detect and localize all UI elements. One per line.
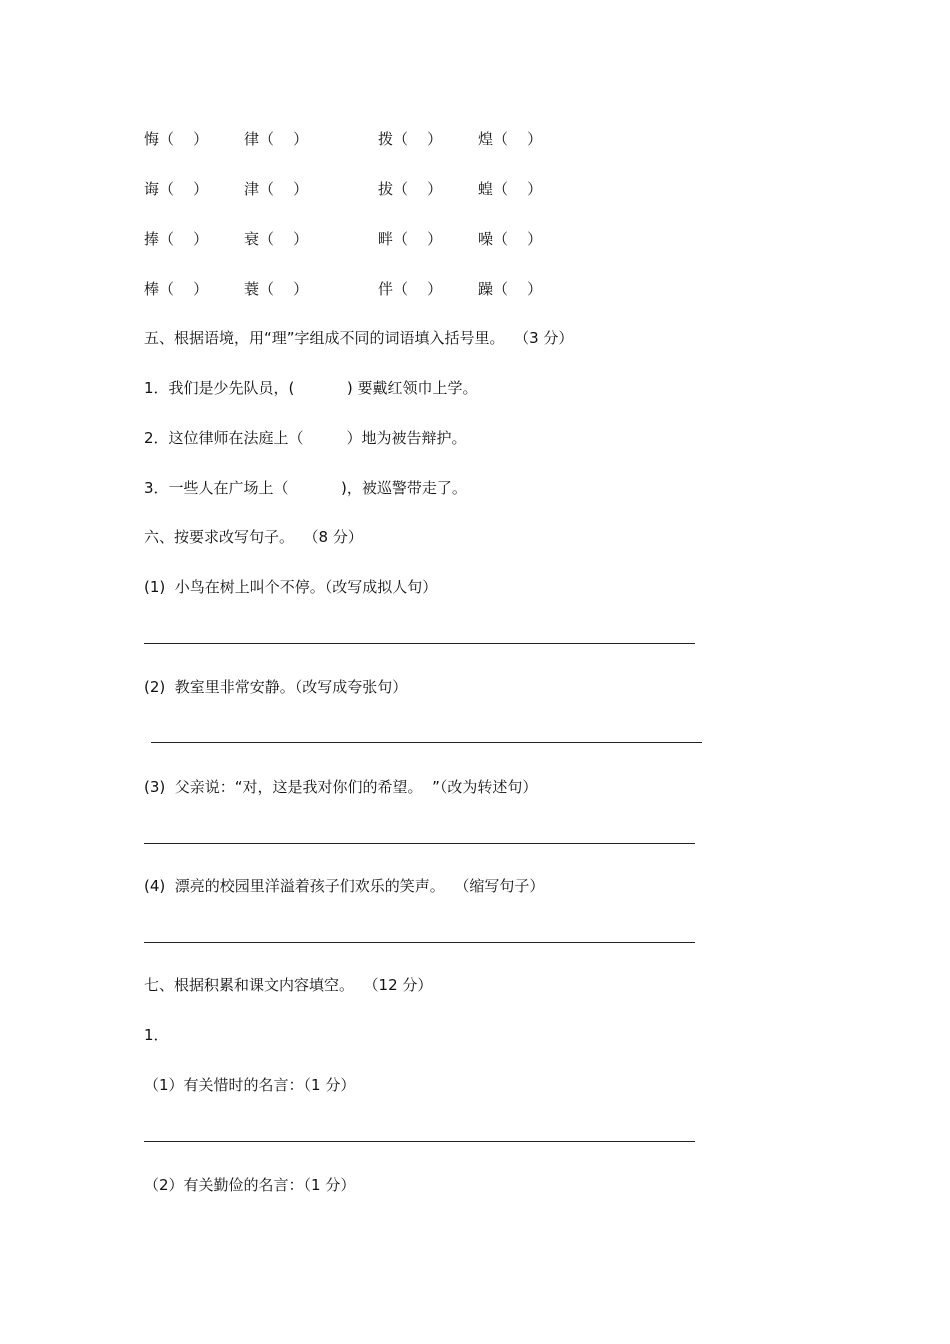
char-cell: 诲（ ） — [144, 180, 209, 198]
section7-item: （2）有关勤俭的名言：（1 分） — [144, 1176, 356, 1194]
answer-line[interactable] — [144, 643, 695, 644]
char-cell: 棒（ ） — [144, 280, 209, 298]
section6-item: (3) 父亲说：“对，这是我对你们的希望。 ”（改为转述句） — [144, 778, 538, 796]
section6-item: (4) 漂亮的校园里洋溢着孩子们欢乐的笑声。 （缩写句子） — [144, 877, 545, 895]
section6-heading: 六、按要求改写句子。 （8 分） — [144, 528, 363, 546]
char-cell: 捧（ ） — [144, 230, 209, 248]
answer-line[interactable] — [151, 742, 702, 743]
answer-line[interactable] — [144, 1141, 695, 1142]
section7-subnumber: 1． — [144, 1026, 169, 1044]
char-cell: 煌（ ） — [478, 130, 543, 148]
char-cell: 衰（ ） — [244, 230, 309, 248]
char-cell: 拨（ ） — [378, 130, 443, 148]
char-cell: 躁（ ） — [478, 280, 543, 298]
answer-line[interactable] — [144, 942, 695, 943]
char-cell: 畔（ ） — [378, 230, 443, 248]
char-cell: 律（ ） — [244, 130, 309, 148]
char-cell: 津（ ） — [244, 180, 309, 198]
section7-item: （1）有关惜时的名言：（1 分） — [144, 1076, 356, 1094]
answer-line[interactable] — [144, 843, 695, 844]
char-cell: 悔（ ） — [144, 130, 209, 148]
section5-heading: 五、根据语境，用“理”字组成不同的词语填入括号里。 （3 分） — [144, 329, 574, 347]
char-cell: 蓑（ ） — [244, 280, 309, 298]
char-cell: 拔（ ） — [378, 180, 443, 198]
section6-item: (2) 教室里非常安静。（改写成夸张句） — [144, 678, 408, 696]
section5-item: 1．我们是少先队员，( ) 要戴红领巾上学。 — [144, 379, 478, 397]
char-cell: 伴（ ） — [378, 280, 443, 298]
section5-item: 2．这位律师在法庭上（ ）地为被告辩护。 — [144, 429, 467, 447]
section5-item: 3．一些人在广场上（ )，被巡警带走了。 — [144, 479, 467, 497]
section7-heading: 七、根据积累和课文内容填空。 （12 分） — [144, 976, 433, 994]
section6-item: (1) 小鸟在树上叫个不停。（改写成拟人句） — [144, 578, 438, 596]
char-cell: 噪（ ） — [478, 230, 543, 248]
char-cell: 蝗（ ） — [478, 180, 543, 198]
